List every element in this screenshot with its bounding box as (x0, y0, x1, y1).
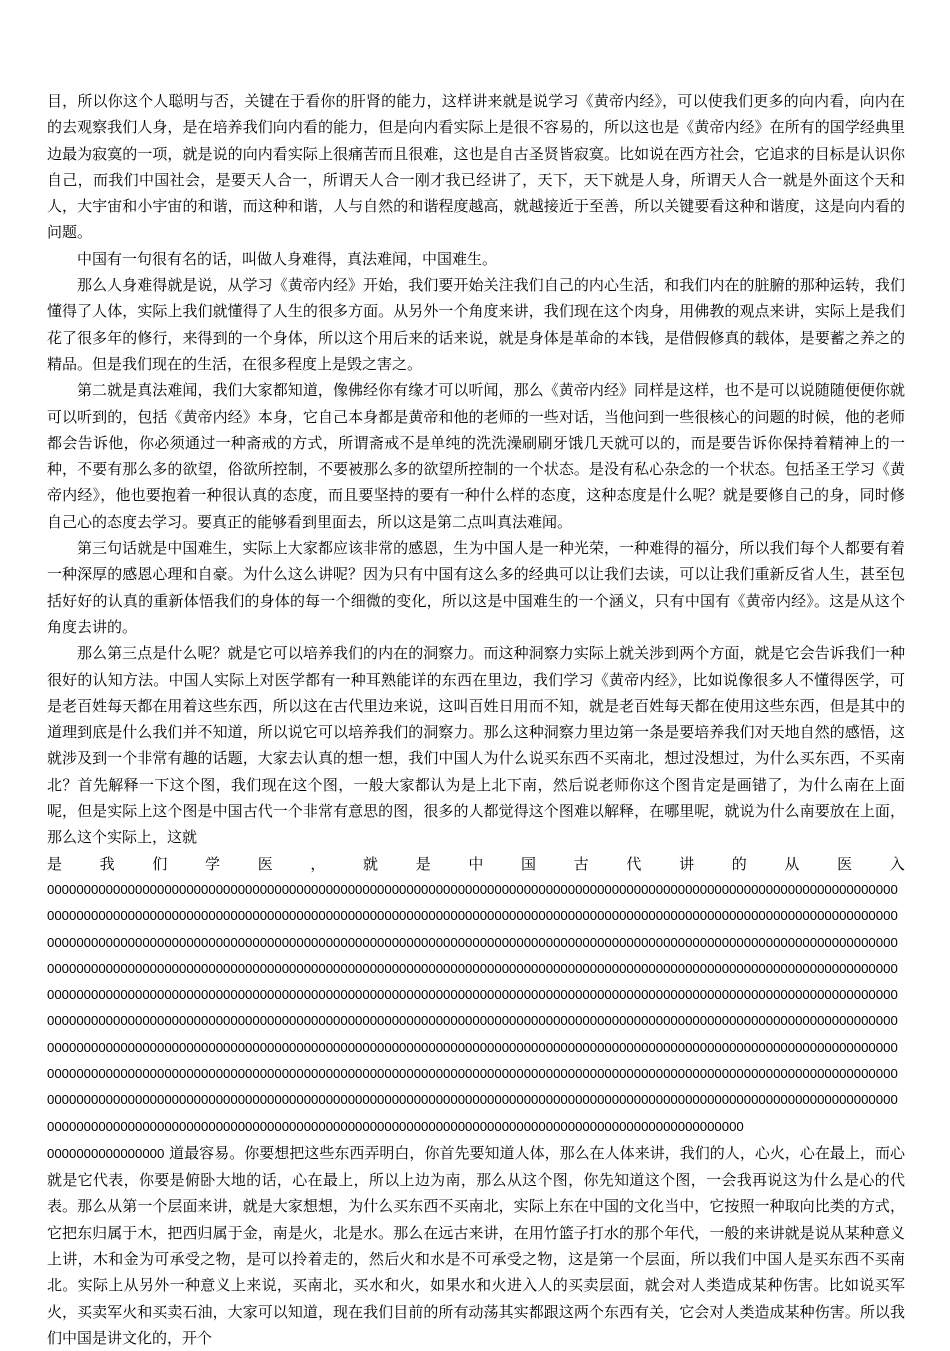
zeros-lead: 0000000000000000 (47, 1145, 165, 1161)
document-page (47, 88, 905, 1351)
paragraph-1: 目，所以你这个人聪明与否，关键在于看你的肝肾的能力，这样讲来就是说学习《黄帝内经》，可以使我们更多的向内看，向内在的去观察我们人身，是在培养我们向内看的能力，但是向内看实际上是很不容易的，所以这也是《黄帝内经》在所有的国学经典里边最为寂寞的一项，就是说的向内看实际上很痛苦而且很难，这也是自古圣贤皆寂寞。比如说在西方社会，它追求的目标是认识你自己，而我们中国社会，是要天人合一，所谓天人合一刚才我已经讲了，天下，天下就是人身，所谓天人合一就是外面这个天和人，大宇宙和小宇宙的和谐，而这种和谐，人与自然的和谐程度越高，就越接近于至善，所以关键要看这种和谐度，这是向内看的问题。 (47, 92, 905, 242)
spread-char: 是 (415, 854, 431, 873)
paragraph-final (47, 1140, 905, 1351)
spread-char: 古 (573, 854, 589, 873)
spread-char: 的 (731, 854, 747, 873)
spread-char: 代 (626, 854, 642, 873)
paragraph-final-text: 道最容易。你要想把这些东西弄明白，你首先要知道人体，那么在人体来讲，我们的人，心火，心在最上，而心就是它代表，你要是俯卧大地的话，心在最上，所以上边为南，那么从这个图，你先知道这个图，一会我再说这为什么是心的代表。那么从第一个层面来讲，就是大家想想，为什么买东西不买南北，实际上东在中国的文化当中，它按照一种取向比类的方式，它把东归属于木，把西归属于金，南是火，北是水。那么在远古来讲，在用竹篮子打水的那个年代，一般的来讲就是说从某种意义上讲，木和金为可承受之物，是可以拎着走的，然后火和水是不可承受之物，这是第一个层面，所以我们中国人是买东西不买南北。实际上从另外一种意义上来说，买南北，买水和火，如果水和火进入人的买卖层面，就会对人类造成某种伤害。比如说买军火，买卖军火和买卖石油，大家可以知道，现在我们目前的所有动荡其实都跟这两个东西有关，它会对人类造成某种伤害。所以我们中国是讲文化的，开个 (47, 1143, 905, 1347)
spread-char: 入 (889, 854, 905, 873)
paragraph-5: 第三句话就是中国难生，实际上大家都应该非常的感恩，生为中国人是一种光荣，一种难得的福分，所以我们每个人都要有着一种深厚的感恩心理和自豪。为什么这么讲呢？因为只有中国有这么多的经典可以让我们去读，可以让我们重新反省人生，甚至包括好好的认真的重新体悟我们的身体的每一个细微的变化，所以这是中国难生的一个涵义，只有中国有《黄帝内经》。这是从这个角度去讲的。 (47, 539, 905, 636)
spread-char: ， (310, 854, 326, 873)
spread-char: 们 (152, 854, 168, 873)
spread-char: 医 (257, 854, 273, 873)
spread-line (47, 851, 905, 877)
spread-char: 从 (784, 854, 800, 873)
spread-char: 我 (99, 854, 115, 873)
spread-char: 医 (837, 854, 853, 873)
paragraph-3: 那么人身难得就是说，从学习《黄帝内经》开始，我们要开始关注我们自己的内心生活，和我们内在的脏腑的那种运转，我们懂得了人体，实际上我们就懂得了人生的很多方面。从另外一个角度来讲，我们现在这个肉身，用佛教的观点来讲，实际上是我们花了很多年的修行，来得到的一个身体，所以这个用后来的话来说，就是身体是革命的本钱，是借假修真的载体，是要蓄之养之的精品。但是我们现在的生活，在很多程度上是毁之害之。 (47, 276, 905, 373)
spread-char: 国 (521, 854, 537, 873)
paragraph-6: 那么第三点是什么呢？就是它可以培养我们的内在的洞察力。而这种洞察力实际上就关涉到两个方面，就是它会告诉我们一种很好的认知方法。中国人实际上对医学都有一种耳熟能详的东西在里边，我们学习《黄帝内经》，比如说像很多人不懂得医学，可是老百姓每天都在用着这些东西，所以这在古代里边来说，这叫百姓日用而不知，就是老百姓每天都在使用这些东西，但是其中的道理到底是什么我们并不知道，所以说它可以培养我们的洞察力。那么这种洞察力里边第一条是要培养我们对天地自然的感悟，这就涉及到一个非常有趣的话题，大家去认真的想一想，我们中国人为什么说买东西不买南北，想过没想过，为什么买东西，不买南北？首先解释一下这个图，我们现在这个图，一般大家都认为是上北下南，然后说老师你这个图肯定是画错了，为什么南在上面呢，但是实际上这个图是中国古代一个非常有意思的图，很多的人都觉得这个图难以解释，在哪里呢，就说为什么南要放在上面，那么这个实际上，这就 (47, 644, 905, 847)
spread-char: 中 (468, 854, 484, 873)
spread-char: 是 (47, 854, 63, 873)
paragraph-4: 第二就是真法难闻，我们大家都知道，像佛经你有缘才可以听闻，那么《黄帝内经》同样是这样，也不是可以说随随便便你就可以听到的，包括《黄帝内经》本身，它自己本身都是黄帝和他的老师的一些对话，当他问到一些很核心的问题的时候，他的老师都会告诉他，你必须通过一种斋戒的方式，所谓斋戒不是单纯的洗洗澡刷刷牙饿几天就可以的，而是要告诉你保持着精神上的一种，不要有那么多的欲望，俗欲所控制，不要被那么多的欲望所控制的一个状态。是没有私心杂念的一个状态。包括圣王学习《黄帝内经》，他也要抱着一种很认真的态度，而且要坚持的要有一种什么样的态度，这种态度是什么呢？就是要修自己的身，同时修自己心的态度去学习。要真正的能够看到里面去，所以这是第二点叫真法难闻。 (47, 381, 905, 531)
spread-char: 讲 (679, 854, 695, 873)
spread-char: 学 (205, 854, 221, 873)
zeros-block: 00000000000000000000000000000000000000000000000000000000000000000000000000000000000000000000000000000000000000000000000000000000000000000000000000000000000000000000000000000000000000000000000000000000000000000000000000000000000000000000000000000000000000000000000000000000000000000000000000000000000000000000000000000000000000000000000000000000000000000000000000000000000000000000000000000000000000000000000000000000000000000000000000000000000000000000000000000000000000000000000000000000000000000000000000000000000000000000000000000000000000000000000000000000000000000000000000000000000000000000000000000000000000000000000000000000000000000000000000000000000000000000000000000000000000000000000000000000000000000000000000000000000000000000000000000000000000000000000000000000000000000000000000000000000000000000000000000000000000000000000000000000000000000000000000000000000000000000000000000000000000000000000000000000000000000000000000000000000000000000000000000000000000000000000000000000000000000000000000000000000000000000000000000000000000000000000000000000000000000000000000000000000000000000000000000000000000000000000000000000000 (47, 881, 898, 1134)
spread-char: 就 (363, 854, 379, 873)
paragraph-2: 中国有一句很有名的话，叫做人身难得，真法难闻，中国难生。 (77, 249, 498, 268)
